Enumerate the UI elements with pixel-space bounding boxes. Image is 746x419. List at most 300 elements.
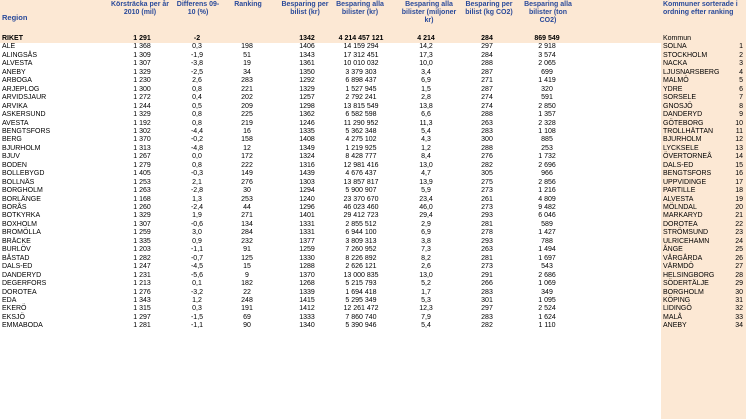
cell-saving-mkr: 13,8 (419, 102, 433, 110)
cell-difference: -0,7 (190, 254, 204, 262)
cell-distance: 1 213 (133, 280, 151, 288)
header-saving-per-motorist: Besparing per bilist (kr) (280, 0, 330, 35)
cell-saving-per: 1303 (299, 178, 315, 186)
cell-saving-mkr: 13,0 (419, 271, 433, 279)
cell-difference: -1,1 (190, 322, 204, 330)
cell-saving-all: 2 855 512 (345, 220, 377, 228)
cell-sorted-municipality: MALÅ (663, 313, 683, 321)
table-row (0, 136, 746, 144)
cell-saving-per: 1342 (299, 35, 315, 42)
cell-saving-per: 1331 (299, 220, 315, 228)
cell-saving-all: 10 010 032 (343, 60, 379, 68)
cell-sorted-rank: 7 (739, 94, 743, 102)
cell-difference: 0,8 (192, 111, 202, 119)
cell-saving-mkr: 13,9 (419, 178, 433, 186)
table-row (0, 246, 746, 254)
cell-saving-all: 13 857 817 (343, 178, 379, 186)
cell-saving-per: 1415 (299, 296, 315, 304)
cell-distance: 1 329 (133, 111, 151, 119)
cell-saving-ton: 9 482 (538, 204, 556, 211)
cell-distance: 1 405 (133, 170, 151, 178)
cell-region: BOLLEBYGD (2, 170, 45, 178)
cell-ranking: 283 (241, 77, 253, 85)
cell-region: ASKERSUND (2, 111, 46, 119)
cell-saving-mkr: 8,4 (421, 153, 431, 161)
cell-sorted-municipality: PARTILLE (663, 187, 696, 195)
table-row (0, 322, 746, 330)
cell-saving-ton: 3 574 (538, 51, 556, 59)
cell-sorted-rank: 29 (735, 280, 743, 288)
cell-saving-per: 1340 (299, 322, 315, 330)
cell-saving-kg: 291 (481, 271, 493, 279)
cell-saving-all: 5 295 349 (345, 296, 377, 304)
cell-region: ALVESTA (2, 60, 33, 68)
cell-difference: 0,4 (192, 94, 202, 102)
cell-saving-kg: 282 (481, 161, 493, 169)
cell-saving-kg: 293 (481, 237, 493, 245)
cell-sorted-rank: 23 (735, 229, 743, 237)
cell-saving-per: 1246 (299, 119, 315, 127)
cell-saving-kg: 263 (481, 246, 493, 254)
cell-saving-mkr: 4,3 (421, 136, 431, 144)
cell-saving-mkr: 13,0 (419, 161, 433, 169)
cell-ranking: 248 (241, 296, 253, 304)
cell-ranking: 125 (241, 254, 253, 262)
cell-saving-mkr: 2,9 (421, 220, 431, 228)
cell-ranking: 222 (241, 161, 253, 169)
table-row (0, 94, 746, 102)
cell-distance: 1 291 (133, 35, 151, 42)
cell-saving-all: 2 792 241 (345, 94, 377, 102)
cell-distance: 1 315 (133, 305, 151, 313)
cell-ranking: 91 (243, 246, 251, 254)
cell-sorted-rank: 21 (735, 212, 743, 220)
cell-distance: 1 313 (133, 144, 151, 152)
cell-saving-kg: 283 (481, 288, 493, 296)
cell-distance: 1 247 (133, 263, 151, 271)
cell-sorted-rank: 3 (739, 60, 743, 68)
cell-saving-ton: 966 (541, 170, 553, 178)
cell-saving-all: 29 412 723 (343, 212, 379, 220)
totals-row (0, 35, 746, 43)
cell-region: BOXHOLM (2, 220, 38, 228)
cell-saving-per: 1401 (299, 212, 315, 220)
cell-saving-ton: 788 (541, 237, 553, 245)
cell-saving-per: 1329 (299, 85, 315, 93)
cell-sorted-rank (720, 35, 743, 43)
cell-sorted-municipality: ÖVERTORNEÅ (663, 153, 712, 161)
table-row (0, 128, 746, 136)
table-row (0, 52, 746, 60)
cell-saving-ton: 1 419 (538, 77, 556, 85)
cell-region: RIKET (2, 35, 23, 42)
cell-distance: 1 335 (133, 237, 151, 245)
cell-saving-mkr: 4 214 (417, 35, 435, 42)
cell-region: BORLÄNGE (2, 195, 41, 203)
cell-saving-mkr: 5,2 (421, 280, 431, 288)
cell-ranking: 221 (241, 85, 253, 93)
cell-ranking: 134 (241, 220, 253, 228)
cell-saving-ton: 699 (541, 68, 553, 76)
cell-saving-kg: 288 (481, 144, 493, 152)
cell-saving-mkr: 29,4 (419, 212, 433, 220)
cell-saving-all: 23 370 670 (343, 195, 379, 203)
cell-distance: 1 281 (133, 322, 151, 330)
cell-saving-mkr: 3,4 (421, 68, 431, 76)
cell-saving-per: 1333 (299, 313, 315, 321)
cell-saving-per: 1406 (299, 43, 315, 51)
cell-saving-kg: 274 (481, 102, 493, 110)
cell-saving-kg: 297 (481, 43, 493, 51)
cell-sorted-rank: 10 (735, 119, 743, 127)
table-row (0, 60, 746, 68)
cell-region: BORGHOLM (2, 187, 43, 195)
cell-sorted-rank: 17 (735, 178, 743, 186)
cell-saving-all: 3 379 303 (345, 68, 377, 76)
cell-difference: -1,9 (190, 51, 204, 59)
cell-difference: 0,5 (192, 102, 202, 110)
cell-saving-kg: 283 (481, 313, 493, 321)
cell-distance: 1 309 (133, 51, 151, 59)
cell-ranking: 191 (241, 305, 253, 313)
cell-distance: 1 307 (133, 60, 151, 68)
cell-saving-kg: 276 (481, 153, 493, 161)
cell-ranking: 225 (241, 111, 253, 119)
table-row (0, 314, 746, 322)
cell-saving-mkr: 6,9 (421, 77, 431, 85)
cell-saving-ton: 2 065 (538, 60, 556, 68)
cell-saving-mkr: 4,7 (421, 170, 431, 178)
cell-saving-all: 5 900 907 (345, 187, 377, 195)
cell-sorted-rank: 28 (735, 271, 743, 279)
cell-saving-ton: 869 549 (534, 35, 560, 42)
cell-saving-per: 1339 (299, 288, 315, 296)
cell-sorted-rank: 12 (735, 136, 743, 144)
cell-saving-ton: 1 624 (538, 313, 556, 321)
cell-distance: 1 272 (133, 94, 151, 102)
cell-saving-ton: 1 110 (538, 322, 556, 330)
cell-sorted-rank: 16 (735, 170, 743, 178)
cell-saving-all: 6 898 437 (345, 77, 377, 85)
cell-sorted-rank: 5 (739, 77, 743, 85)
cell-ranking: 149 (241, 170, 253, 178)
cell-distance: 1 370 (133, 136, 151, 144)
cell-saving-mkr: 1,2 (421, 144, 431, 152)
cell-sorted-rank: 30 (735, 288, 743, 296)
cell-region: EDA (2, 296, 17, 304)
cell-region: BODEN (2, 161, 27, 169)
header-distance: Körsträcka per år 2010 (mil) (110, 0, 170, 35)
cell-distance: 1 329 (133, 68, 151, 76)
cell-distance: 1 168 (133, 195, 151, 203)
cell-sorted-rank: 11 (735, 127, 743, 135)
cell-saving-kg: 284 (481, 51, 493, 59)
cell-sorted-municipality: MALMÖ (663, 77, 689, 85)
cell-sorted-municipality: SÖDERTÄLJE (663, 280, 709, 288)
cell-ranking: 30 (243, 187, 251, 195)
cell-saving-per: 1288 (299, 263, 315, 271)
cell-region: ANEBY (2, 68, 26, 76)
cell-saving-ton: 349 (541, 288, 553, 296)
cell-difference: -4,4 (190, 127, 204, 135)
cell-saving-mkr: 5,9 (421, 187, 431, 195)
cell-region: BJURHOLM (2, 144, 41, 152)
cell-sorted-municipality: HELSINGBORG (663, 271, 715, 279)
cell-distance: 1 302 (133, 127, 151, 135)
cell-saving-ton: 1 108 (538, 127, 556, 135)
cell-difference: -4,5 (190, 263, 204, 271)
cell-saving-kg: 287 (481, 85, 493, 93)
table-row (0, 111, 746, 119)
cell-saving-per: 1377 (299, 237, 315, 245)
cell-distance: 1 343 (133, 296, 151, 304)
cell-region: DEGERFORS (2, 280, 47, 288)
cell-sorted-municipality: BJURHOLM (663, 136, 702, 144)
cell-saving-kg: 305 (481, 170, 493, 178)
cell-sorted-municipality: ANEBY (663, 322, 687, 330)
header-sorted-municipalities: Kommuner sorterade i ordning efter ranking (661, 0, 746, 35)
cell-distance: 1 297 (133, 313, 151, 321)
cell-sorted-municipality: LIDINGÖ (663, 305, 692, 313)
cell-ranking (230, 35, 264, 43)
cell-saving-mkr: 2,6 (421, 263, 431, 271)
cell-saving-all: 5 362 348 (345, 127, 377, 135)
cell-saving-per: 1349 (299, 144, 315, 152)
cell-ranking: 15 (243, 263, 251, 271)
cell-sorted-rank: 13 (735, 144, 743, 152)
cell-saving-per: 1412 (299, 305, 315, 313)
cell-difference: -3,2 (190, 288, 204, 296)
cell-region: ALINGSÅS (2, 51, 38, 59)
cell-region: BÅSTAD (2, 254, 30, 262)
cell-sorted-municipality: MARKARYD (663, 212, 703, 220)
cell-difference: 0,3 (192, 43, 202, 51)
table-row (0, 43, 746, 51)
cell-difference: -0,6 (190, 220, 204, 228)
cell-saving-mkr: 23,4 (419, 195, 433, 203)
cell-sorted-rank: 1 (739, 43, 743, 51)
cell-sorted-rank: 25 (735, 246, 743, 254)
cell-distance: 1 260 (133, 204, 151, 211)
cell-saving-per: 1350 (299, 68, 315, 76)
table-row (0, 272, 746, 280)
cell-region: EMMABODA (2, 322, 43, 330)
cell-sorted-municipality: YDRE (663, 85, 683, 93)
table-row (0, 179, 746, 187)
cell-region: DALS-ED (2, 263, 33, 271)
cell-region: BENGTSFORS (2, 127, 51, 135)
cell-saving-per: 1408 (299, 136, 315, 144)
cell-saving-ton: 591 (541, 94, 553, 102)
cell-saving-kg: 273 (481, 204, 493, 211)
cell-distance: 1 329 (133, 212, 151, 220)
cell-ranking: 253 (241, 195, 253, 203)
cell-distance: 1 267 (133, 153, 151, 161)
cell-saving-per: 1439 (299, 170, 315, 178)
cell-difference: 0,8 (192, 85, 202, 93)
header-region: Region (0, 0, 100, 35)
cell-distance: 1 230 (133, 77, 151, 85)
cell-difference: -0,3 (190, 170, 204, 178)
cell-ranking: 284 (241, 229, 253, 237)
cell-saving-kg: 287 (481, 68, 493, 76)
cell-difference: 2,1 (192, 178, 202, 186)
cell-sorted-municipality: UPPVIDINGE (663, 178, 707, 186)
cell-saving-per: 1259 (299, 246, 315, 254)
table-row (0, 120, 746, 128)
cell-saving-mkr: 1,5 (421, 85, 431, 93)
cell-saving-per: 1292 (299, 77, 315, 85)
cell-ranking: 276 (241, 178, 253, 186)
cell-sorted-municipality: BORGHOLM (663, 288, 704, 296)
cell-saving-kg: 281 (481, 254, 493, 262)
cell-saving-ton: 1 427 (538, 229, 556, 237)
cell-saving-per: 1331 (299, 229, 315, 237)
cell-region: BURLÖV (2, 246, 31, 254)
cell-difference: 0,1 (192, 280, 202, 288)
cell-saving-kg: 278 (481, 229, 493, 237)
cell-sorted-rank: 18 (735, 187, 743, 195)
cell-saving-kg: 273 (481, 263, 493, 271)
cell-saving-mkr: 14,2 (419, 43, 433, 51)
cell-saving-ton: 589 (541, 220, 553, 228)
header-difference: Differens 09-10 (%) (174, 0, 222, 35)
cell-distance: 1 282 (133, 254, 151, 262)
cell-distance: 1 231 (133, 271, 151, 279)
cell-saving-ton: 1 494 (538, 246, 556, 254)
cell-region: BORÅS (2, 204, 27, 211)
cell-ranking: 158 (241, 136, 253, 144)
cell-sorted-municipality: GNOSJÖ (663, 102, 693, 110)
cell-difference: 3,0 (192, 229, 202, 237)
cell-ranking: 209 (241, 102, 253, 110)
cell-ranking: 12 (243, 144, 251, 152)
cell-saving-per: 1268 (299, 280, 315, 288)
cell-saving-kg: 263 (481, 119, 493, 127)
cell-region: DANDERYD (2, 271, 42, 279)
cell-difference: 2,6 (192, 77, 202, 85)
cell-saving-per: 1296 (299, 204, 315, 211)
cell-saving-mkr: 17,3 (419, 51, 433, 59)
cell-ranking: 44 (243, 204, 251, 211)
cell-saving-all: 11 290 952 (343, 119, 379, 127)
cell-saving-kg: 281 (481, 220, 493, 228)
cell-sorted-municipality: DANDERYD (663, 111, 703, 119)
cell-saving-kg: 282 (481, 322, 493, 330)
cell-ranking: 19 (243, 60, 251, 68)
cell-sorted-rank: 2 (739, 51, 743, 59)
cell-sorted-rank: 31 (735, 296, 743, 304)
cell-sorted-rank: 27 (735, 263, 743, 271)
cell-sorted-rank: 34 (735, 322, 743, 330)
cell-saving-kg: 284 (481, 35, 493, 42)
table-row (0, 187, 746, 195)
cell-region: EKSJÖ (2, 313, 25, 321)
header-saving-co2-kg: Besparing per bilist (kg CO2) (460, 0, 518, 35)
table-row (0, 196, 746, 204)
cell-region: BOTKYRKA (2, 212, 41, 220)
cell-saving-ton: 1 216 (538, 187, 556, 195)
cell-saving-ton: 4 809 (538, 195, 556, 203)
cell-saving-ton: 253 (541, 144, 553, 152)
table-row (0, 86, 746, 94)
cell-saving-all: 13 000 835 (343, 271, 379, 279)
cell-saving-kg: 288 (481, 60, 493, 68)
table-row (0, 69, 746, 77)
cell-region: ARVIDSJAUR (2, 94, 47, 102)
cell-difference: -2,4 (190, 204, 204, 211)
cell-ranking: 182 (241, 280, 253, 288)
cell-saving-ton: 2 686 (538, 271, 556, 279)
cell-saving-all: 4 275 102 (345, 136, 377, 144)
table-row (0, 238, 746, 246)
cell-saving-ton: 2 918 (538, 43, 556, 51)
cell-distance: 1 192 (133, 119, 151, 127)
cell-saving-all: 3 809 313 (345, 237, 377, 245)
cell-difference: 1,2 (192, 296, 202, 304)
cell-sorted-municipality: STOCKHOLM (663, 51, 708, 59)
cell-sorted-municipality: LJUSNARSBERG (663, 68, 720, 76)
cell-region: BROMÖLLA (2, 229, 41, 237)
cell-saving-kg: 283 (481, 127, 493, 135)
table-row (0, 145, 746, 153)
cell-saving-mkr: 46,0 (419, 204, 433, 211)
cell-sorted-municipality: LYCKSELE (663, 144, 699, 152)
cell-difference: -3,8 (190, 60, 204, 68)
cell-difference: 0,8 (192, 161, 202, 169)
cell-ranking: 69 (243, 313, 251, 321)
cell-saving-kg: 300 (481, 136, 493, 144)
cell-distance: 1 307 (133, 220, 151, 228)
cell-saving-all: 5 215 793 (345, 280, 377, 288)
cell-saving-kg: 275 (481, 178, 493, 186)
cell-difference: 1,3 (192, 195, 202, 203)
cell-ranking: 271 (241, 212, 253, 220)
cell-saving-mkr: 1,7 (421, 288, 431, 296)
cell-sorted-municipality: STRÖMSUND (663, 229, 709, 237)
cell-saving-all: 1 694 418 (345, 288, 377, 296)
cell-sorted-rank: 14 (735, 153, 743, 161)
cell-sorted-municipality: ÅNGE (663, 246, 683, 254)
header-saving-all: Besparing alla bilister (kr) (332, 0, 388, 35)
cell-sorted-municipality: SORSELE (663, 94, 697, 102)
cell-difference: -2,8 (190, 187, 204, 195)
cell-sorted-rank: 15 (735, 161, 743, 169)
table-row (0, 255, 746, 263)
cell-saving-ton: 1 697 (538, 254, 556, 262)
cell-distance: 1 368 (133, 43, 151, 51)
cell-difference: 0,9 (192, 237, 202, 245)
cell-saving-all: 6 582 598 (345, 111, 377, 119)
cell-saving-all: 6 944 100 (345, 229, 377, 237)
cell-saving-mkr: 8,2 (421, 254, 431, 262)
table-row (0, 212, 746, 220)
cell-saving-ton: 2 696 (538, 161, 556, 169)
cell-saving-all: 46 023 460 (343, 204, 379, 211)
cell-saving-all: 12 981 416 (343, 161, 379, 169)
cell-sorted-municipality: KÖPING (663, 296, 691, 304)
cell-difference: -4,8 (190, 144, 204, 152)
cell-difference: -2,5 (190, 68, 204, 76)
cell-distance: 1 276 (133, 288, 151, 296)
cell-saving-ton: 2 856 (538, 178, 556, 186)
cell-distance: 1 244 (133, 102, 151, 110)
table-row (0, 77, 746, 85)
cell-sorted-rank: 26 (735, 254, 743, 262)
cell-saving-all: 12 261 472 (343, 305, 379, 313)
cell-saving-kg: 293 (481, 212, 493, 220)
cell-saving-kg: 271 (481, 77, 493, 85)
